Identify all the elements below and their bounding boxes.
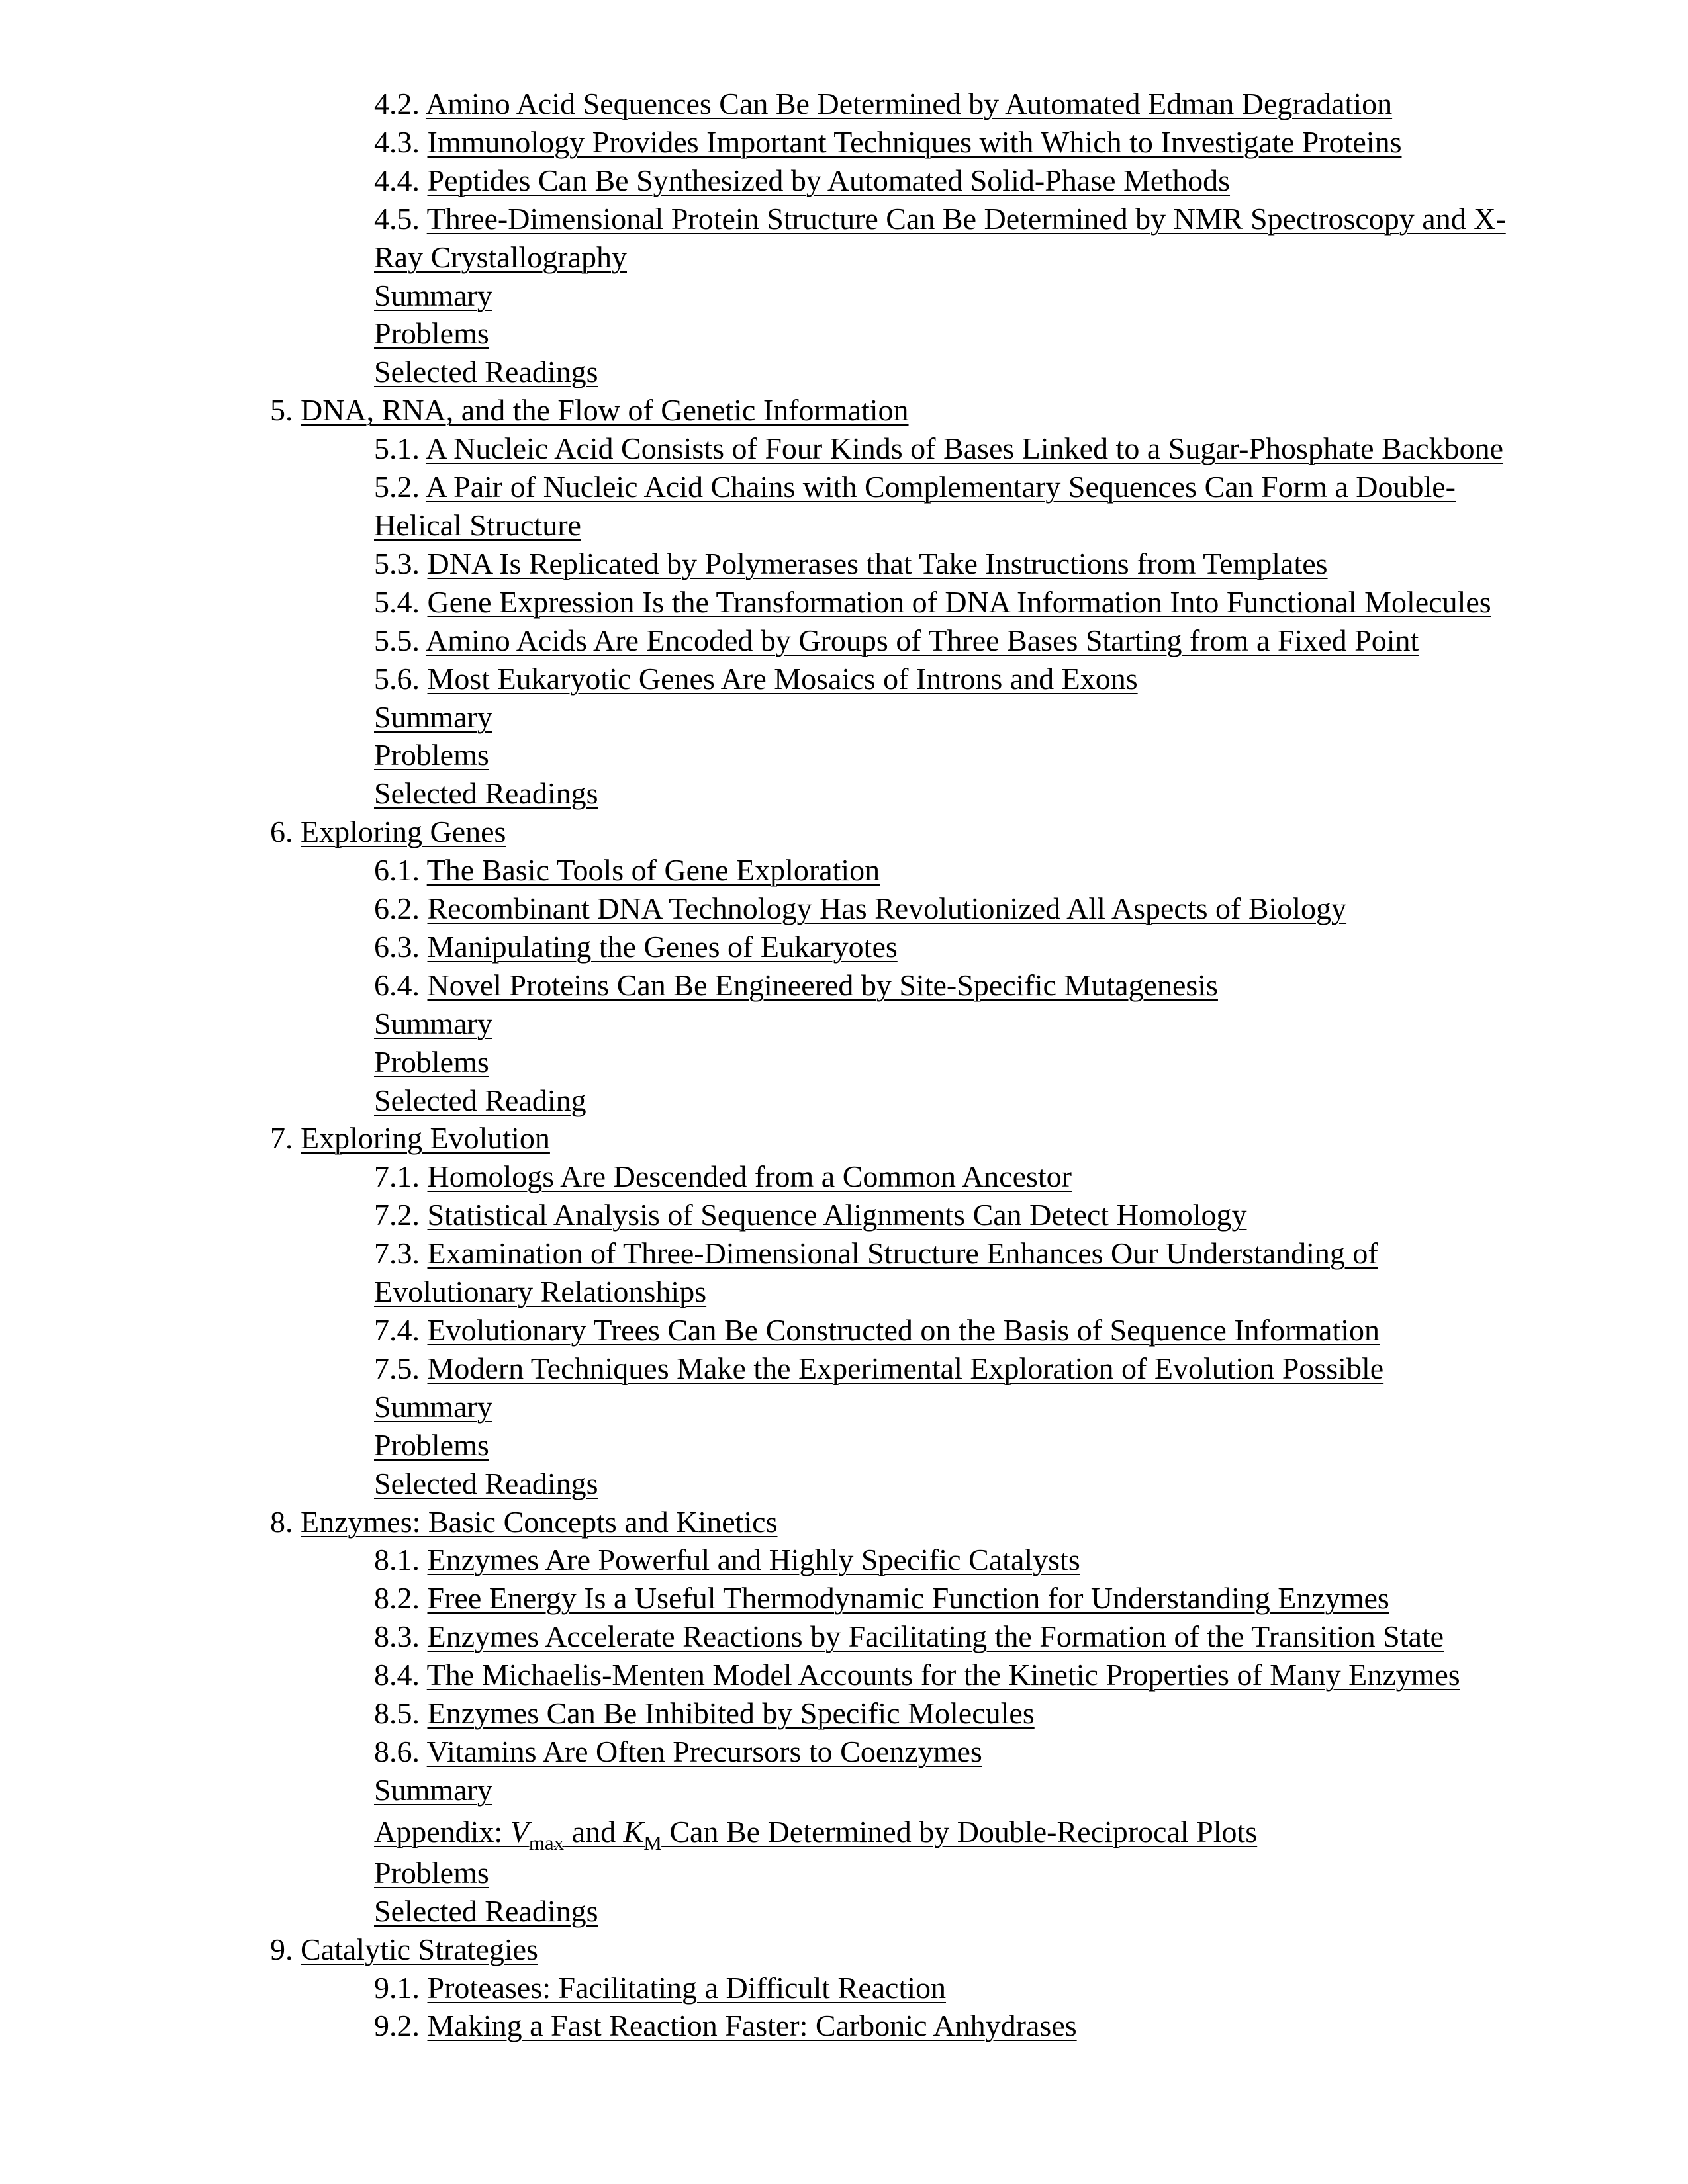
section-link[interactable]: Homologs Are Descended from a Common Ancestor: [427, 1160, 1072, 1194]
section-link[interactable]: Vitamins Are Often Precursors to Coenzymes: [426, 1734, 982, 1768]
section-link[interactable]: Amino Acids Are Encoded by Groups of Three Bases Starting from a Fixed Point: [425, 623, 1419, 657]
vmax-symbol: V: [510, 1814, 529, 1848]
toc-entry-5-3: [0, 545, 1688, 583]
table-of-contents: [0, 85, 1688, 2045]
toc-entry-6-2: [0, 889, 1688, 928]
section-number: 6.4.: [374, 968, 420, 1002]
section-link[interactable]: Enzymes Accelerate Reactions by Facilitating the Formation of the Transition State: [427, 1619, 1444, 1654]
toc-entry-ch8-summary: [0, 1771, 1688, 1809]
toc-entry-ch6-readings: [0, 1081, 1688, 1120]
section-number: 8.3.: [374, 1619, 420, 1654]
section-link[interactable]: Proteases: Facilitating a Difficult Reaction: [427, 1970, 947, 2005]
problems-link[interactable]: Problems: [374, 738, 489, 772]
section-link[interactable]: The Michaelis-Menten Model Accounts for the Kinetic Properties of Many Enzymes: [426, 1658, 1460, 1692]
section-number: 5.1.: [374, 432, 420, 466]
toc-entry-ch5-problems: [0, 736, 1688, 774]
chapter-number: 6.: [270, 815, 293, 849]
chapter-link[interactable]: Exploring Genes: [301, 815, 506, 849]
toc-entry-8-4: [0, 1656, 1688, 1694]
toc-entry-ch8-readings: [0, 1892, 1688, 1931]
toc-chapter-7: [0, 1119, 1688, 1158]
readings-link[interactable]: Selected Reading: [374, 1083, 586, 1117]
section-link[interactable]: Most Eukaryotic Genes Are Mosaics of Introns and Exons: [427, 661, 1138, 696]
section-link[interactable]: Manipulating the Genes of Eukaryotes: [427, 929, 898, 964]
toc-entry-ch8-problems: [0, 1854, 1688, 1892]
toc-entry-6-3: [0, 928, 1688, 966]
toc-entry-8-6: [0, 1733, 1688, 1771]
summary-link[interactable]: Summary: [374, 1389, 492, 1424]
vmax-subscript: max: [528, 1831, 565, 1854]
toc-entry-5-1: [0, 430, 1688, 468]
section-number: 7.4.: [374, 1313, 420, 1347]
section-number: 7.1.: [374, 1160, 420, 1194]
problems-link[interactable]: Problems: [374, 316, 489, 351]
toc-entry-7-5: [0, 1349, 1688, 1388]
toc-entry-7-2: [0, 1196, 1688, 1234]
toc-entry-ch5-readings: [0, 774, 1688, 813]
section-link[interactable]: Free Energy Is a Useful Thermodynamic Function for Understanding Enzymes: [427, 1581, 1389, 1615]
summary-link[interactable]: Summary: [374, 1772, 492, 1807]
appendix-and: and: [564, 1814, 624, 1848]
problems-link[interactable]: Problems: [374, 1428, 489, 1462]
section-number: 6.2.: [374, 891, 420, 926]
summary-link[interactable]: Summary: [374, 700, 492, 734]
section-number: 8.1.: [374, 1543, 420, 1577]
section-link[interactable]: Peptides Can Be Synthesized by Automated Solid-Phase Methods: [427, 163, 1231, 197]
toc-entry-5-6: [0, 660, 1688, 698]
toc-entry-9-1: [0, 1969, 1688, 2007]
section-number: 7.5.: [374, 1351, 420, 1385]
toc-chapter-6: [0, 813, 1688, 851]
section-number: 5.5.: [374, 623, 420, 657]
section-number: 6.1.: [374, 853, 420, 887]
toc-entry-8-2: [0, 1579, 1688, 1617]
section-link[interactable]: Enzymes Can Be Inhibited by Specific Molecules: [427, 1696, 1035, 1731]
section-link-continued[interactable]: Evolutionary Relationships: [374, 1275, 707, 1309]
toc-entry-ch6-summary: [0, 1005, 1688, 1043]
section-link[interactable]: The Basic Tools of Gene Exploration: [426, 853, 880, 887]
section-number: 4.3.: [374, 124, 420, 159]
toc-entry-8-3: [0, 1617, 1688, 1656]
toc-entry-8-1: [0, 1541, 1688, 1579]
section-number: 7.3.: [374, 1236, 420, 1271]
toc-chapter-8: [0, 1503, 1688, 1541]
toc-entry-ch4-summary: [0, 277, 1688, 315]
section-link[interactable]: Enzymes Are Powerful and Highly Specific Catalysts: [427, 1543, 1080, 1577]
section-link[interactable]: Modern Techniques Make the Experimental Exploration of Evolution Possible: [427, 1351, 1384, 1385]
toc-entry-6-1: [0, 851, 1688, 889]
chapter-number: 5.: [270, 393, 293, 428]
section-link[interactable]: Gene Expression Is the Transformation of DNA Information Into Functional Molecules: [427, 584, 1491, 619]
section-link[interactable]: DNA Is Replicated by Polymerases that Take Instructions from Templates: [427, 546, 1328, 580]
readings-link[interactable]: Selected Readings: [374, 1466, 598, 1500]
toc-chapter-9: [0, 1931, 1688, 1969]
toc-entry-8-5: [0, 1694, 1688, 1733]
toc-entry-5-5: [0, 621, 1688, 660]
section-number: 5.3.: [374, 546, 420, 580]
section-link[interactable]: A Pair of Nucleic Acid Chains with Complementary Sequences Can Form a Double-: [425, 470, 1456, 504]
chapter-number: 7.: [270, 1121, 293, 1156]
section-link[interactable]: Examination of Three-Dimensional Structure Enhances Our Understanding of: [427, 1236, 1378, 1271]
section-number: 6.3.: [374, 929, 420, 964]
problems-link[interactable]: Problems: [374, 1855, 489, 1889]
section-number: 4.2.: [374, 87, 420, 120]
toc-entry-4-4: [0, 161, 1688, 200]
section-link[interactable]: Immunology Provides Important Techniques with Which to Investigate Proteins: [427, 124, 1402, 159]
toc-entry-4-3: [0, 123, 1688, 161]
problems-link[interactable]: Problems: [374, 1044, 489, 1079]
readings-link[interactable]: Selected Readings: [374, 776, 598, 811]
section-number: 8.5.: [374, 1696, 420, 1731]
section-number: 8.4.: [374, 1658, 420, 1692]
section-link[interactable]: Evolutionary Trees Can Be Constructed on the Basis of Sequence Information: [427, 1313, 1380, 1347]
chapter-number: 9.: [270, 1932, 293, 1966]
summary-link[interactable]: Summary: [374, 1006, 492, 1040]
toc-entry-7-4: [0, 1311, 1688, 1349]
section-link[interactable]: Novel Proteins Can Be Engineered by Site-Specific Mutagenesis: [427, 968, 1218, 1002]
toc-entry-6-4: [0, 966, 1688, 1005]
section-link[interactable]: A Nucleic Acid Consists of Four Kinds of Bases Linked to a Sugar-Phosphate Backbone: [425, 432, 1504, 466]
section-link[interactable]: Three-Dimensional Protein Structure Can Be Determined by NMR Spectroscopy and X-: [426, 201, 1506, 236]
toc-chapter-5: [0, 391, 1688, 430]
section-number: 5.6.: [374, 661, 420, 696]
toc-entry-5-2: [0, 468, 1688, 545]
toc-entry-ch7-summary: [0, 1388, 1688, 1426]
toc-entry-7-1: [0, 1158, 1688, 1196]
toc-entry-4-2: [0, 85, 1688, 123]
chapter-link[interactable]: Catalytic Strategies: [301, 1932, 538, 1966]
section-number: 9.1.: [374, 1970, 420, 2005]
summary-link[interactable]: Summary: [374, 278, 492, 312]
section-link-continued[interactable]: Ray Crystallography: [374, 240, 627, 274]
section-link[interactable]: Statistical Analysis of Sequence Alignments Can Detect Homology: [427, 1198, 1247, 1232]
section-link[interactable]: Amino Acid Sequences Can Be Determined by Automated Edman Degradation: [425, 87, 1393, 120]
toc-entry-ch4-problems: [0, 314, 1688, 353]
section-number: 5.4.: [374, 584, 420, 619]
toc-entry-ch8-appendix: [0, 1809, 1688, 1854]
section-number: 8.2.: [374, 1581, 420, 1615]
section-number: 8.6.: [374, 1734, 420, 1768]
toc-entry-ch5-summary: [0, 698, 1688, 737]
section-number: 7.2.: [374, 1198, 420, 1232]
section-number: 5.2.: [374, 470, 420, 504]
readings-link[interactable]: Selected Readings: [374, 355, 598, 389]
km-subscript: M: [643, 1831, 662, 1854]
toc-entry-4-5: [0, 200, 1688, 277]
toc-entry-ch4-readings: [0, 353, 1688, 391]
section-number: 4.5.: [374, 201, 420, 236]
section-number: 4.4.: [374, 163, 420, 197]
toc-entry-ch7-readings: [0, 1465, 1688, 1503]
readings-link[interactable]: Selected Readings: [374, 1893, 598, 1928]
section-link[interactable]: Recombinant DNA Technology Has Revolutionized All Aspects of Biology: [427, 891, 1347, 926]
toc-entry-ch7-problems: [0, 1426, 1688, 1465]
toc-entry-9-2: [0, 2007, 1688, 2045]
appendix-link[interactable]: [374, 1814, 1258, 1854]
section-link-continued[interactable]: Helical Structure: [374, 508, 581, 542]
appendix-rest: Can Be Determined by Double-Reciprocal Plots: [661, 1814, 1258, 1848]
section-number: 9.2.: [374, 2009, 420, 2043]
chapter-number: 8.: [270, 1504, 293, 1539]
km-symbol: K: [623, 1814, 644, 1848]
toc-entry-5-4: [0, 583, 1688, 621]
toc-entry-7-3: [0, 1234, 1688, 1311]
appendix-prefix: Appendix:: [374, 1814, 510, 1848]
chapter-link[interactable]: Exploring Evolution: [301, 1121, 550, 1156]
section-link[interactable]: Making a Fast Reaction Faster: Carbonic Anhydrases: [427, 2009, 1077, 2043]
chapter-link[interactable]: Enzymes: Basic Concepts and Kinetics: [301, 1504, 778, 1539]
chapter-link[interactable]: DNA, RNA, and the Flow of Genetic Information: [301, 393, 909, 428]
toc-entry-ch6-problems: [0, 1043, 1688, 1081]
